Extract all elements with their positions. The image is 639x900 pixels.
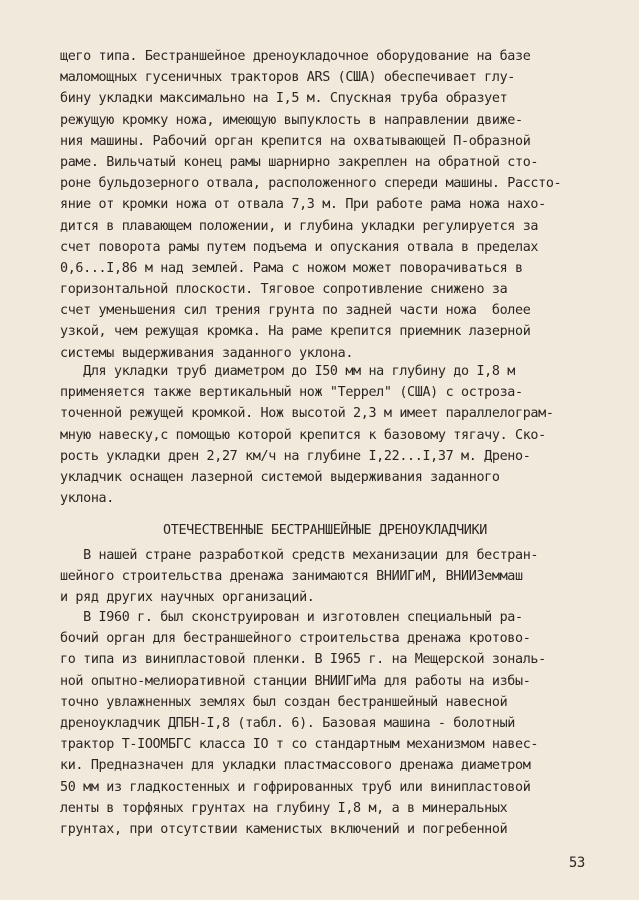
text-line: ленты в торфяных грунтах на глубину I,8 м, а в минеральных bbox=[60, 800, 508, 816]
text-line: узкой, чем режущая кромка. На раме крепится приемник лазерной bbox=[60, 324, 531, 340]
text-line: дреноукладчик ДПБН-I,8 (табл. 6). Базовая машина - болотный bbox=[60, 715, 515, 731]
section-heading: ОТЕЧЕСТВЕННЫЕ БЕСТРАНШЕЙНЫЕ ДРЕНОУКЛАДЧИКИ bbox=[163, 523, 487, 538]
text-line: счет уменьшения сил трения грунта по задней части ножа более bbox=[60, 303, 531, 319]
text-line: щего типа. Бестраншейное дреноукладочное оборудование на базе bbox=[60, 49, 531, 64]
text-line: рость укладки дрен 2,27 км/ч на глубине I,22...I,37 м. Дрено- bbox=[60, 448, 531, 464]
text-line: раме. Вильчатый конец рамы шарнирно закреплен на обратной сто- bbox=[60, 154, 539, 170]
text-line: и ряд других научных организаций. bbox=[60, 590, 315, 606]
text-line: точенной режущей кромкой. Нож высотой 2,3 м имеет параллелограм- bbox=[60, 406, 554, 422]
text-line: бину укладки максимально на I,5 м. Спускная труба образует bbox=[60, 91, 508, 107]
paragraph-terrel-knife bbox=[60, 361, 590, 509]
text-line: 50 мм из гладкостенных и гофрированных труб или винипластовой bbox=[60, 779, 531, 795]
text-line: счет поворота рамы путем подъема и опускания отвала в пределах bbox=[60, 239, 539, 255]
page-number: 53 bbox=[568, 855, 585, 871]
text-line: В I960 г. был сконструирован и изготовлен специальный ра- bbox=[60, 610, 523, 625]
text-line: яние от кромки ножа от отвала 7,3 м. При работе рама ножа нахо- bbox=[60, 197, 546, 213]
text-line: маломощных гусеничных тракторов ARS (США) обеспечивает глу- bbox=[60, 70, 515, 86]
text-line: мную навеску,с помощью которой крепится к базовому тягачу. Ско- bbox=[60, 427, 546, 443]
text-line: точно увлажненных землях был создан бестраншейный навесной bbox=[60, 694, 508, 710]
text-line: режущую кромку ножа, имеющую выпуклость в направлении движе- bbox=[60, 112, 523, 128]
text-line: В нашей стране разработкой средств механизации для бестран- bbox=[60, 548, 539, 563]
text-line: дится в плавающем положении, и глубина укладки регулируется за bbox=[60, 218, 539, 234]
text-line: укладчик оснащен лазерной системой выдерживания заданного bbox=[60, 469, 500, 485]
text-line: шейного строительства дренажа занимаются ВНИИГиМ, ВНИИЗеммаш bbox=[60, 569, 523, 585]
text-line: Для укладки труб диаметром до I50 мм на глубину до I,8 м bbox=[60, 364, 515, 379]
text-line: бочий орган для бестраншейного строительства дренажа кротово- bbox=[60, 631, 531, 647]
text-line: ки. Предназначен для укладки пластмассового дренажа диаметром bbox=[60, 758, 531, 774]
paragraph-ars-equipment bbox=[60, 46, 590, 364]
text-line: ния машины. Рабочий орган крепится на охватывающей П-образной bbox=[60, 133, 531, 149]
text-line: горизонтальной плоскости. Тяговое сопротивление снижено за bbox=[60, 282, 508, 298]
text-line: применяется также вертикальный нож "Террел" (США) с остроза- bbox=[60, 385, 523, 401]
text-line: ной опытно-мелиоративной станции ВНИИГиМа для работы на избы- bbox=[60, 673, 531, 689]
text-line: трактор Т-IOOМБГС класса IO т со стандартным механизмом навес- bbox=[60, 737, 539, 753]
text-line: грунтах, при отсутствии каменистых включений и погребенной bbox=[60, 821, 508, 837]
text-line: роне бульдозерного отвала, расположенного спереди машины. Рассто- bbox=[60, 176, 562, 192]
text-line: системы выдерживания заданного уклона. bbox=[60, 345, 354, 361]
paragraph-dpbn-drainlayer bbox=[60, 607, 590, 840]
text-line: 0,6...I,86 м над землей. Рама с ножом может поворачиваться в bbox=[60, 260, 523, 276]
text-line: го типа из винипластовой пленки. В I965 г. на Мещерской зональ- bbox=[60, 652, 546, 668]
text-line: уклона. bbox=[60, 491, 114, 507]
paragraph-domestic-research bbox=[60, 545, 590, 609]
